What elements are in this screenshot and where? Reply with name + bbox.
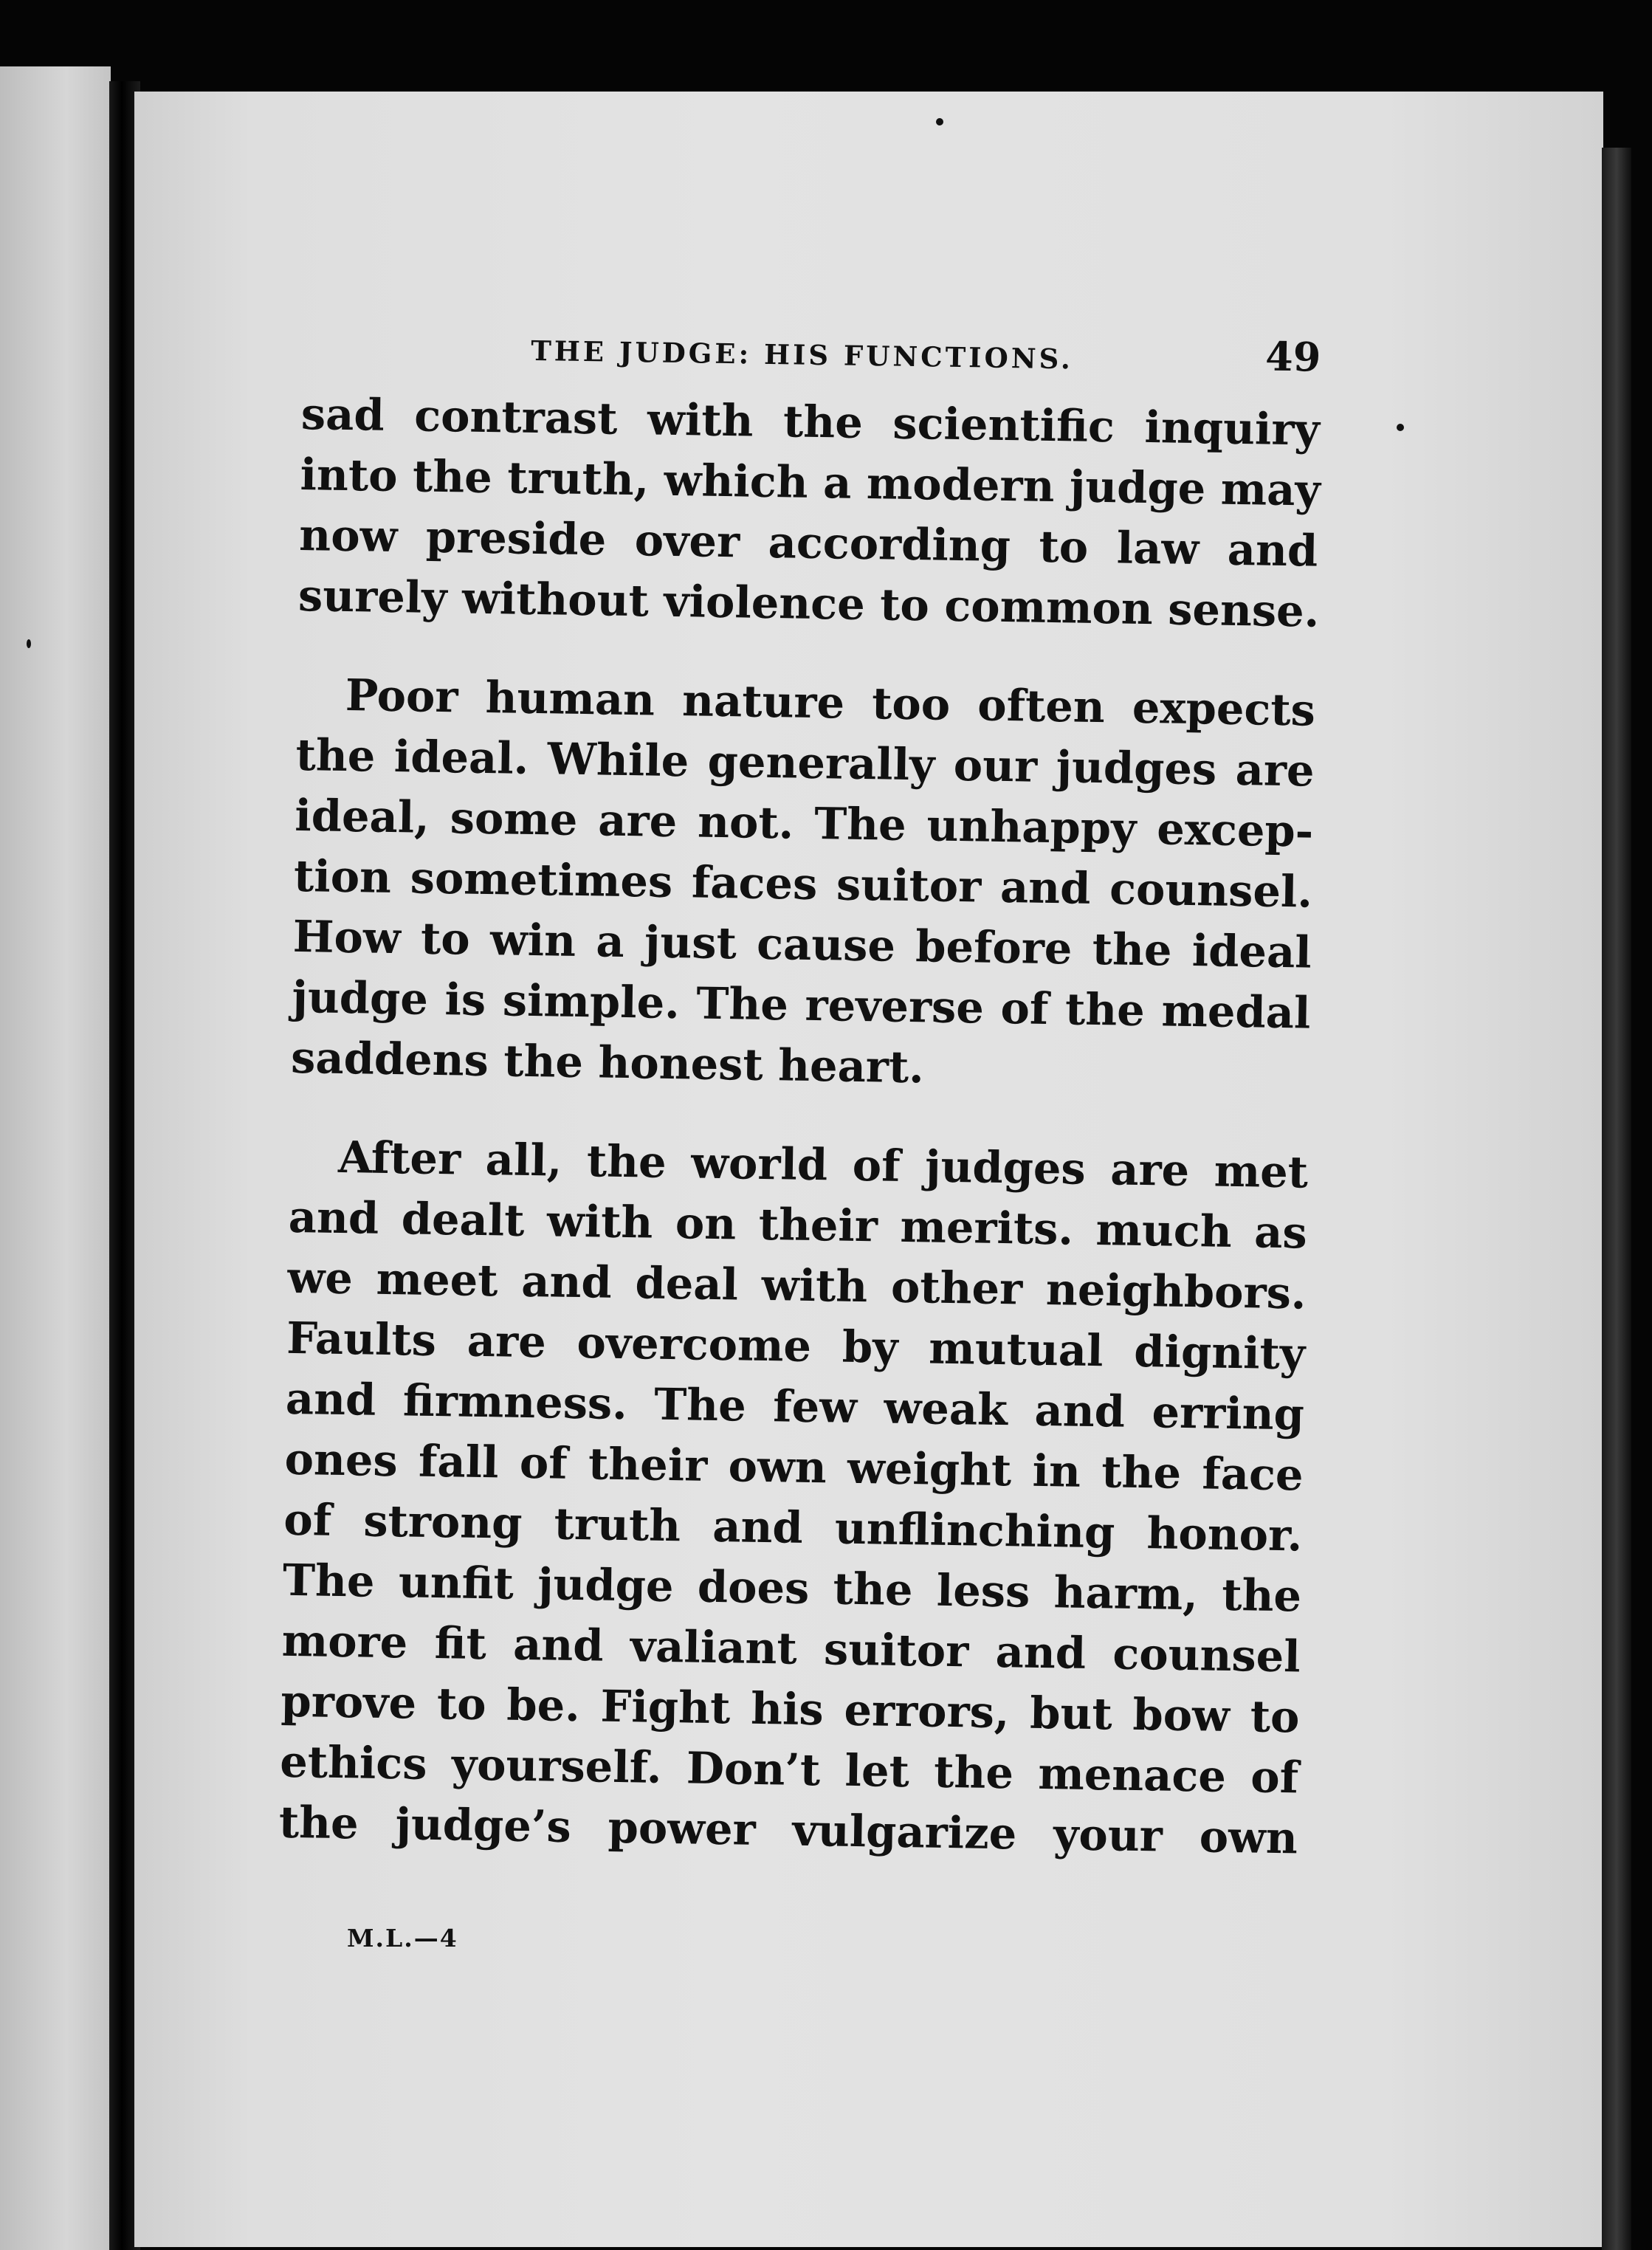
page-text (278, 317, 1321, 1907)
dust-speck (27, 639, 31, 648)
text-line: more fit and valiant suitor and counsel (281, 1614, 1301, 1682)
paragraph-2 (291, 664, 1316, 1104)
text-line: Poor human nature too often expects (345, 669, 1316, 736)
running-title: THE JUDGE: HIS FUNCTIONS. (530, 334, 1074, 376)
text-line: and firmness. The few weak and erring (285, 1372, 1305, 1440)
text-line: judge is simple. The reverse of the medal (291, 971, 1311, 1039)
text-line: After all, the world of judges are met (337, 1131, 1309, 1198)
text-line: Faults are overcome by mutual dignity (286, 1312, 1306, 1380)
text-line: surely without violence to common sense. (297, 569, 1320, 637)
text-line: saddens the honest heart. (290, 1031, 925, 1093)
text-line: tion sometimes faces suitor and counsel. (293, 850, 1313, 918)
text-line: we meet and deal with other neighbors. (287, 1251, 1307, 1319)
text-line: How to win a just cause before the ideal (292, 910, 1312, 978)
text-line: and dealt with on their merits. much as (288, 1191, 1308, 1259)
text-line: The unfit judge does the less harm, the (282, 1554, 1302, 1622)
text-line: the ideal. While generally our judges are (295, 729, 1315, 797)
paragraph-3 (278, 1126, 1308, 1869)
text-line: prove to be. Fight his errors, but bow to (281, 1675, 1300, 1743)
text-line: ones fall of their own weight in the face (284, 1433, 1304, 1501)
dust-speck (1397, 424, 1404, 431)
left-page-edge (0, 66, 111, 2250)
text-line: the judge’s power vulgarize your own (278, 1796, 1298, 1864)
paragraph-1 (297, 384, 1320, 642)
signature-mark: M.L.—4 (347, 1924, 458, 1953)
text-line: sad contrast with the scientific inquiry (300, 388, 1321, 455)
page-number: 49 (1264, 332, 1321, 381)
text-line: of strong truth and unflinching honor. (283, 1493, 1303, 1561)
dust-speck (936, 118, 943, 125)
text-line: now preside over according to law and (298, 509, 1318, 577)
text-line: ethics yourself. Don’t let the menace of (279, 1735, 1299, 1803)
right-page-edge (1602, 148, 1631, 2250)
text-line: ideal, some are not. The unhappy excep- (294, 789, 1314, 857)
text-line: into the truth, which a modern judge may (300, 448, 1321, 516)
